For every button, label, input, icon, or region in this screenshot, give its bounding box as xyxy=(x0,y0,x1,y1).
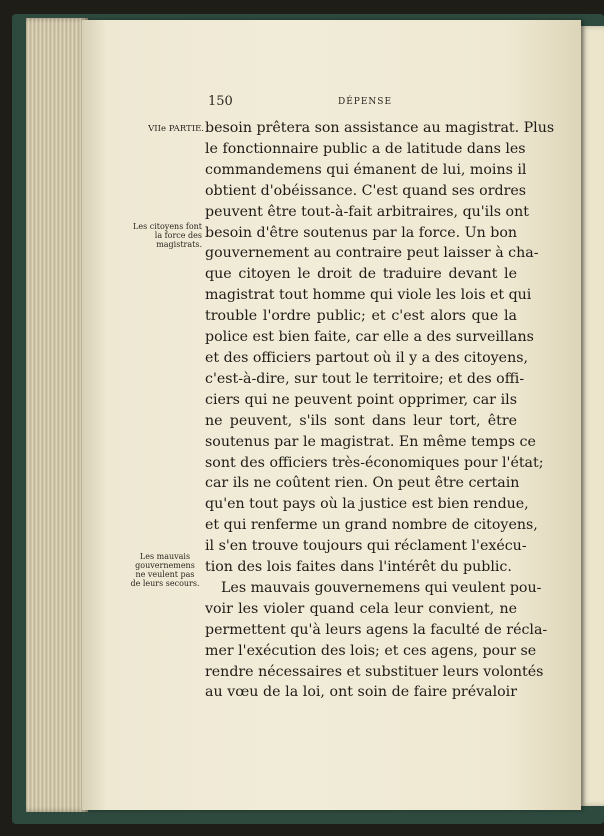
text-line: au vœu de la loi, ont soin de faire prévaloir xyxy=(205,684,517,701)
facing-page-edge xyxy=(580,26,604,806)
text-line: voir les violer quand cela leur convient, ne xyxy=(205,600,517,617)
text-line: gouvernement au contraire peut laisser à cha- xyxy=(205,245,539,262)
text-line: permettent qu'à leurs agens la faculté de récla- xyxy=(205,621,548,638)
text-line: rendre nécessaires et substituer leurs volontés xyxy=(205,663,544,680)
margin-note-citizens: Les citoyens font la force des magistrats. xyxy=(133,222,202,249)
text-line: Les mauvais gouvernemens qui veulent pou- xyxy=(221,579,542,596)
text-line: c'est-à-dire, sur tout le territoire; et des offi- xyxy=(205,370,525,387)
page-number: 150 xyxy=(208,94,233,109)
text-line: ciers qui ne peuvent point opprimer, car ils xyxy=(205,391,517,408)
text-line: et qui renferme un grand nombre de citoyens, xyxy=(205,517,538,534)
text-line: qu'en tout pays où la justice est bien rendue, xyxy=(205,496,529,513)
text-line: sont des officiers très-économiques pour l'état; xyxy=(205,454,544,471)
text-line: que citoyen le droit de traduire devant le xyxy=(205,266,517,283)
text-line: commandemens qui émanent de lui, moins il xyxy=(205,161,527,178)
text-line: police est bien faite, car elle a des surveillans xyxy=(205,329,534,346)
page-edges xyxy=(26,18,88,812)
text-line: magistrat tout homme qui viole les lois et qui xyxy=(205,287,532,304)
text-line: car ils ne coûtent rien. On peut être certain xyxy=(205,475,520,492)
part-label: VIIe PARTIE. xyxy=(148,124,204,134)
margin-note-bad-governments: Les mauvais gouvernemens ne veulent pas de leurs secours. xyxy=(130,552,200,588)
text-line: il s'en trouve toujours qui réclament l'exécu- xyxy=(205,538,527,555)
text-line: trouble l'ordre public; et c'est alors que la xyxy=(205,308,517,325)
text-line: soutenus par le magistrat. En même temps ce xyxy=(205,433,536,450)
text-line: obtient d'obéissance. C'est quand ses ordres xyxy=(205,182,527,199)
text-line: le fonctionnaire public a de latitude dans les xyxy=(205,140,526,157)
text-line: besoin prêtera son assistance au magistrat. Plus xyxy=(205,120,555,136)
text-line: tion des lois faites dans l'intérêt du public. xyxy=(205,559,512,576)
text-line: et des officiers partout où il y a des citoyens, xyxy=(205,349,529,366)
running-head xyxy=(200,94,520,112)
running-title: DÉPENSE xyxy=(338,97,393,107)
text-line: besoin d'être soutenus par la force. Un bon xyxy=(205,224,518,241)
text-line: peuvent être tout-à-fait arbitraires, qu'ils ont xyxy=(205,203,529,220)
text-line: ne peuvent, s'ils sont dans leur tort, être xyxy=(205,412,517,429)
text-line: mer l'exécution des lois; et ces agens, pour se xyxy=(205,642,537,659)
body-text xyxy=(205,118,555,703)
